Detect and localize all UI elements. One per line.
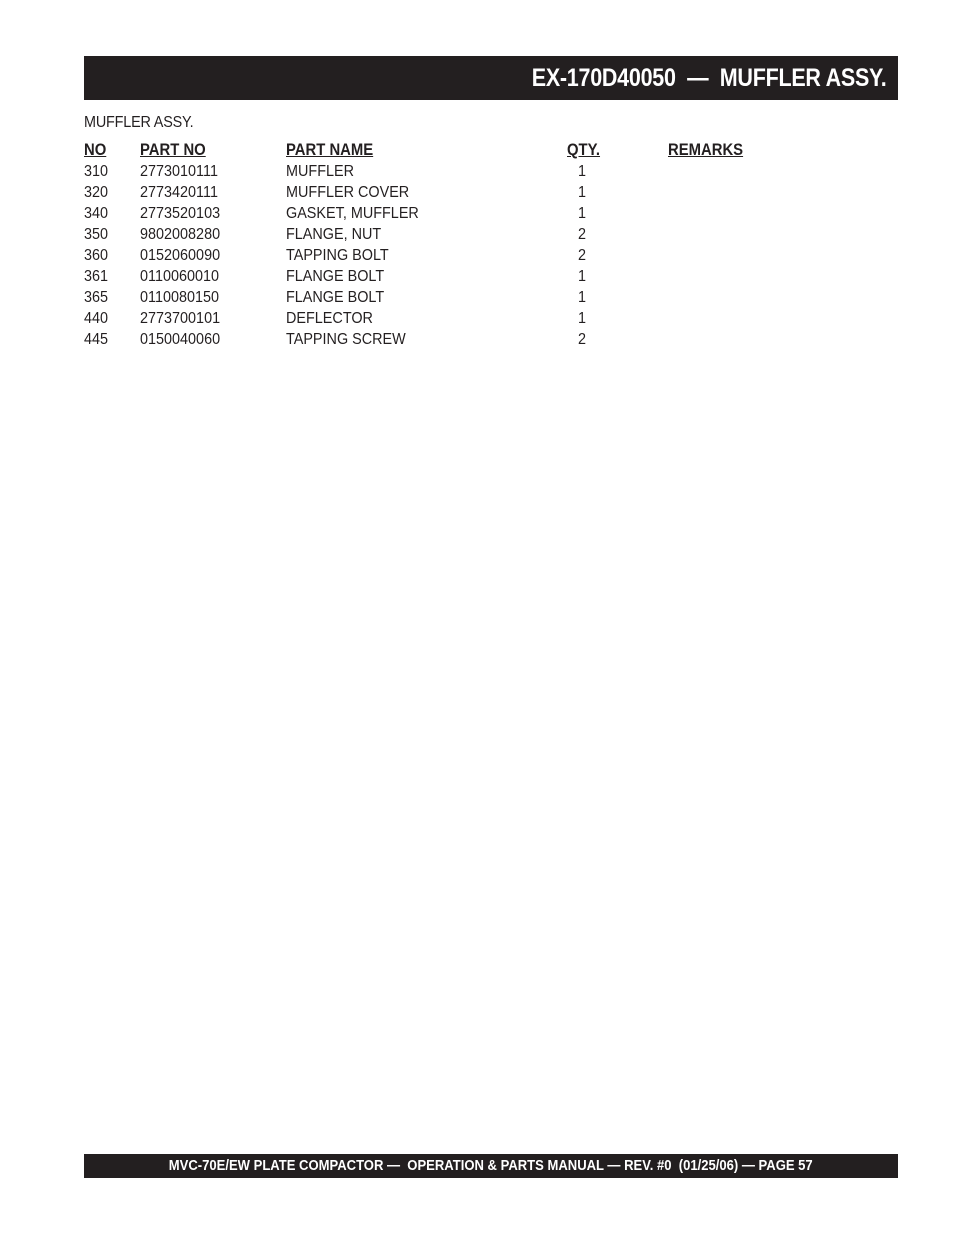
cell-qty: 2 bbox=[578, 331, 587, 348]
cell-no: 340 bbox=[84, 205, 109, 222]
footer-text: MVC-70E/EW PLATE COMPACTOR — OPERATION & PARTS MANUAL — REV. #0 (01/25/06) — PAGE 57 bbox=[169, 1158, 813, 1174]
table-row bbox=[84, 203, 784, 224]
footer-bar bbox=[84, 1154, 898, 1178]
cell-part-no: 2773010111 bbox=[140, 163, 218, 180]
cell-part-name: MUFFLER COVER bbox=[286, 184, 410, 201]
cell-part-no: 2773420111 bbox=[140, 184, 218, 201]
cell-part-no: 0152060090 bbox=[140, 247, 221, 264]
cell-no: 365 bbox=[84, 289, 109, 306]
table-row bbox=[84, 182, 784, 203]
page-title: EX-170D40050 — MUFFLER ASSY. bbox=[531, 63, 886, 92]
cell-part-no: 0110060010 bbox=[140, 268, 220, 285]
column-header-no: NO bbox=[84, 141, 107, 159]
cell-no: 360 bbox=[84, 247, 109, 264]
cell-qty: 2 bbox=[578, 247, 587, 264]
table-header-row bbox=[84, 140, 784, 161]
section-label: MUFFLER ASSY. bbox=[84, 114, 194, 131]
table-row bbox=[84, 308, 784, 329]
column-header-remarks: REMARKS bbox=[668, 141, 744, 159]
parts-table bbox=[84, 140, 784, 350]
cell-qty: 2 bbox=[578, 226, 587, 243]
column-header-qty: QTY. bbox=[567, 141, 601, 159]
cell-part-name: TAPPING BOLT bbox=[286, 247, 389, 264]
cell-qty: 1 bbox=[578, 184, 587, 201]
cell-part-no: 0110080150 bbox=[140, 289, 220, 306]
cell-no: 440 bbox=[84, 310, 109, 327]
cell-no: 361 bbox=[84, 268, 109, 285]
cell-qty: 1 bbox=[578, 268, 587, 285]
cell-part-name: FLANGE BOLT bbox=[286, 289, 385, 306]
table-row bbox=[84, 329, 784, 350]
table-row bbox=[84, 245, 784, 266]
column-header-part-no: PART NO bbox=[140, 141, 206, 159]
table-row bbox=[84, 287, 784, 308]
cell-part-no: 9802008280 bbox=[140, 226, 221, 243]
title-bar bbox=[84, 56, 898, 100]
cell-no: 350 bbox=[84, 226, 109, 243]
table-row bbox=[84, 266, 784, 287]
table-body bbox=[84, 161, 784, 350]
cell-qty: 1 bbox=[578, 163, 587, 180]
cell-part-name: FLANGE, NUT bbox=[286, 226, 382, 243]
cell-qty: 1 bbox=[578, 289, 587, 306]
cell-part-name: TAPPING SCREW bbox=[286, 331, 406, 348]
cell-part-no: 2773700101 bbox=[140, 310, 221, 327]
column-header-part-name: PART NAME bbox=[286, 141, 374, 159]
cell-no: 445 bbox=[84, 331, 109, 348]
cell-qty: 1 bbox=[578, 310, 587, 327]
cell-part-name: DEFLECTOR bbox=[286, 310, 373, 327]
cell-no: 310 bbox=[84, 163, 109, 180]
table-row bbox=[84, 224, 784, 245]
cell-qty: 1 bbox=[578, 205, 587, 222]
cell-part-no: 2773520103 bbox=[140, 205, 221, 222]
cell-part-name: MUFFLER bbox=[286, 163, 355, 180]
cell-part-name: FLANGE BOLT bbox=[286, 268, 385, 285]
cell-no: 320 bbox=[84, 184, 109, 201]
cell-part-no: 0150040060 bbox=[140, 331, 221, 348]
cell-part-name: GASKET, MUFFLER bbox=[286, 205, 419, 222]
table-row bbox=[84, 161, 784, 182]
